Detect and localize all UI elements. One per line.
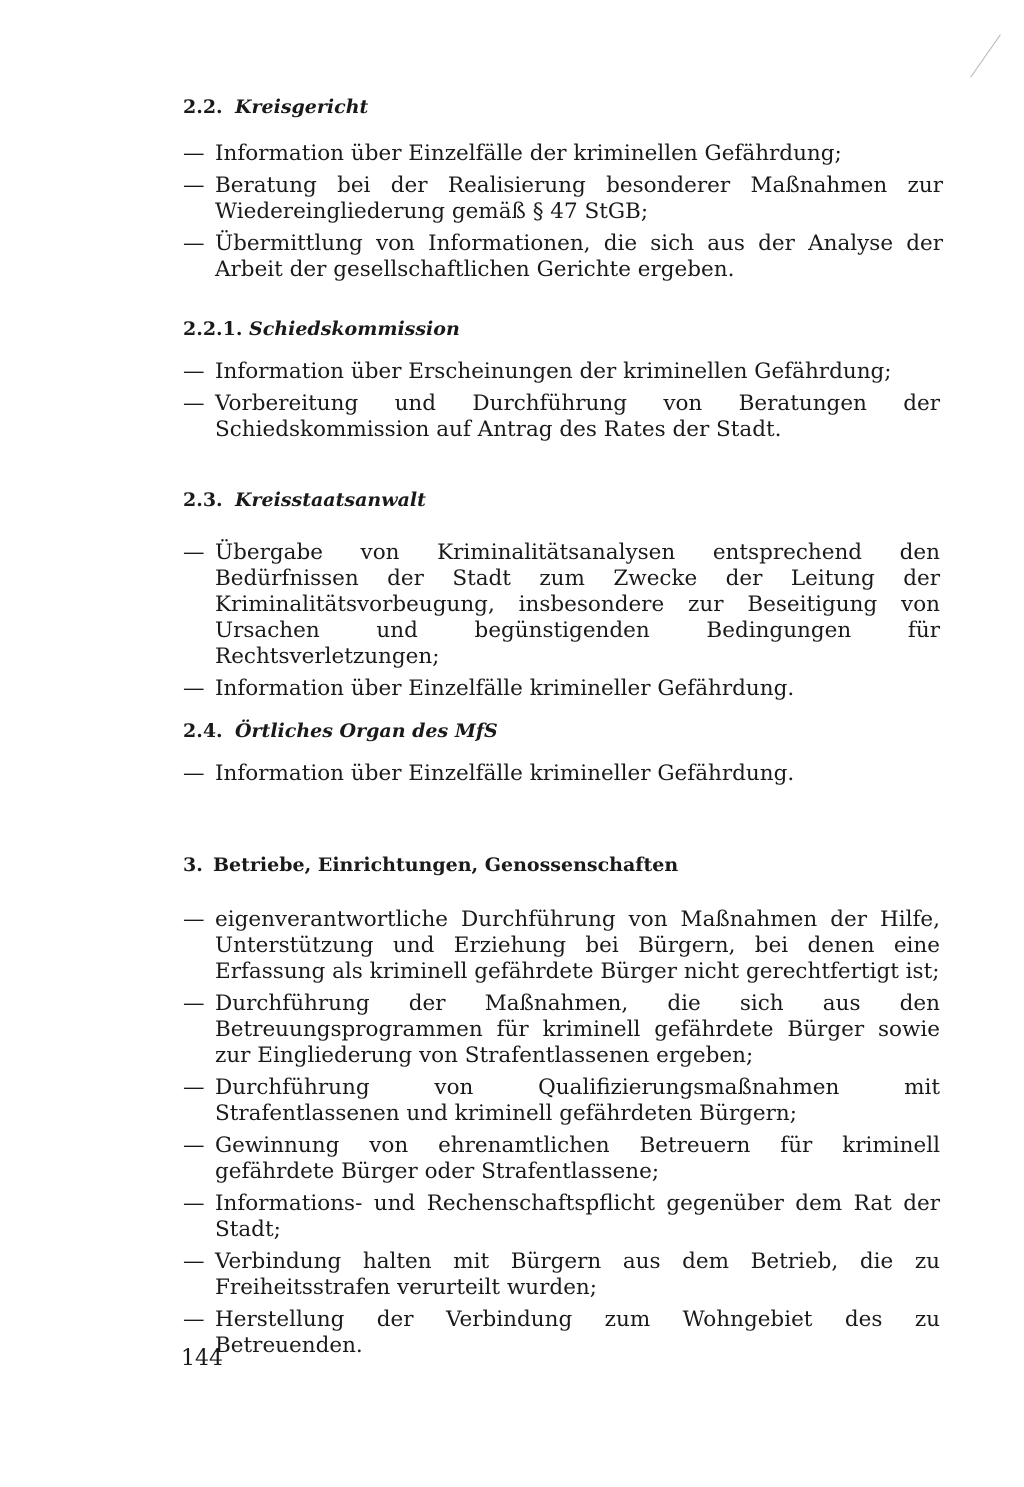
section-number: 3. xyxy=(183,854,203,876)
dash: — xyxy=(183,231,205,256)
item-text: Durchführung der Maßnahmen, die sich aus den Betreuungsprogrammen für kriminell gefährdete Bürger sowie zur Eingliederung von Strafentlassenen ergeben; xyxy=(215,991,940,1068)
section-heading xyxy=(183,852,940,878)
section-kreisstaatsanwalt xyxy=(183,487,940,702)
list-item xyxy=(183,907,940,985)
section-title: Kreisgericht xyxy=(235,96,369,118)
dash: — xyxy=(183,540,205,565)
item-text: Herstellung der Verbindung zum Wohngebiet des zu Betreuenden. xyxy=(215,1307,940,1358)
item-text: Übermittlung von Informationen, die sich aus der Analyse der Arbeit der gesellschaftlichen Gerichte ergeben. xyxy=(215,231,943,282)
item-text: Übergabe von Kriminalitätsanalysen entsprechend den Bedürfnissen der Stadt zum Zwecke der Leitung der Kriminalitätsvorbeugung, insbesondere zur Beseitigung von Ursachen und begünstigenden Bedingungen für Rechtsverletzungen; xyxy=(215,540,940,669)
list-item xyxy=(183,1249,940,1301)
section-number: 2.2. xyxy=(183,96,223,118)
list-item xyxy=(183,231,943,283)
section-title: Örtliches Organ des MfS xyxy=(235,720,498,742)
section-heading xyxy=(183,94,943,120)
list-item xyxy=(183,359,940,385)
item-list xyxy=(183,761,940,787)
list-item xyxy=(183,1191,940,1243)
dash: — xyxy=(183,1191,205,1216)
section-heading xyxy=(183,487,940,513)
list-item xyxy=(183,1133,940,1185)
section-title: Betriebe, Einrichtungen, Genossenschaften xyxy=(213,854,679,876)
dash: — xyxy=(183,391,205,416)
list-item xyxy=(183,1307,940,1359)
item-text: Durchführung von Qualifizierungsmaßnahmen mit Strafentlassenen und kriminell gefährdeten Bürgern; xyxy=(215,1075,940,1126)
item-list xyxy=(183,540,940,702)
dash: — xyxy=(183,1307,205,1332)
dash: — xyxy=(183,907,205,932)
section-kreisgericht xyxy=(183,94,943,283)
page-number: 144 xyxy=(181,1346,223,1371)
section-number: 2.4. xyxy=(183,720,223,742)
dash: — xyxy=(183,173,205,198)
dash: — xyxy=(183,1075,205,1100)
item-text: Vorbereitung und Durchführung von Beratungen der Schiedskommission auf Antrag des Rates der Stadt. xyxy=(215,391,940,442)
item-text: Information über Einzelfälle krimineller Gefährdung. xyxy=(215,676,795,701)
section-oertliches-organ xyxy=(183,718,940,787)
dash: — xyxy=(183,359,205,384)
item-text: Information über Erscheinungen der kriminellen Gefährdung; xyxy=(215,359,892,384)
list-item xyxy=(183,173,943,225)
dash: — xyxy=(183,1249,205,1274)
item-text: eigenverantwortliche Durchführung von Maßnahmen der Hilfe, Unterstützung und Erziehung bei Bürgern, bei denen eine Erfassung als kriminell gefährdete Bürger nicht gerechtfertigt ist; xyxy=(215,907,940,984)
section-title: Schiedskommission xyxy=(249,318,460,340)
item-list xyxy=(183,141,943,283)
dash: — xyxy=(183,676,205,701)
dash: — xyxy=(183,991,205,1016)
section-title: Kreisstaatsanwalt xyxy=(235,489,426,511)
list-item xyxy=(183,540,940,670)
list-item xyxy=(183,991,940,1069)
section-heading xyxy=(183,718,940,744)
item-text: Information über Einzelfälle der kriminellen Gefährdung; xyxy=(215,141,842,166)
list-item xyxy=(183,676,940,702)
item-list xyxy=(183,359,940,443)
item-text: Gewinnung von ehrenamtlichen Betreuern für kriminell gefährdete Bürger oder Strafentlassene; xyxy=(215,1133,940,1184)
dash: — xyxy=(183,1133,205,1158)
item-text: Informations- und Rechenschaftspflicht gegenüber dem Rat der Stadt; xyxy=(215,1191,940,1242)
item-text: Verbindung halten mit Bürgern aus dem Betrieb, die zu Freiheitsstrafen verurteilt wurden; xyxy=(215,1249,940,1300)
section-schiedskommission xyxy=(183,316,940,443)
section-number: 2.3. xyxy=(183,489,223,511)
item-text: Information über Einzelfälle krimineller Gefährdung. xyxy=(215,761,795,786)
scan-mark xyxy=(970,34,1001,77)
section-number: 2.2.1. xyxy=(183,318,243,340)
item-text: Beratung bei der Realisierung besonderer Maßnahmen zur Wiedereingliederung gemäß § 47 StGB; xyxy=(215,173,943,224)
list-item xyxy=(183,761,940,787)
list-item xyxy=(183,141,943,167)
section-betriebe xyxy=(183,852,940,1359)
section-heading xyxy=(183,316,940,342)
dash: — xyxy=(183,141,205,166)
item-list xyxy=(183,907,940,1359)
list-item xyxy=(183,1075,940,1127)
dash: — xyxy=(183,761,205,786)
list-item xyxy=(183,391,940,443)
